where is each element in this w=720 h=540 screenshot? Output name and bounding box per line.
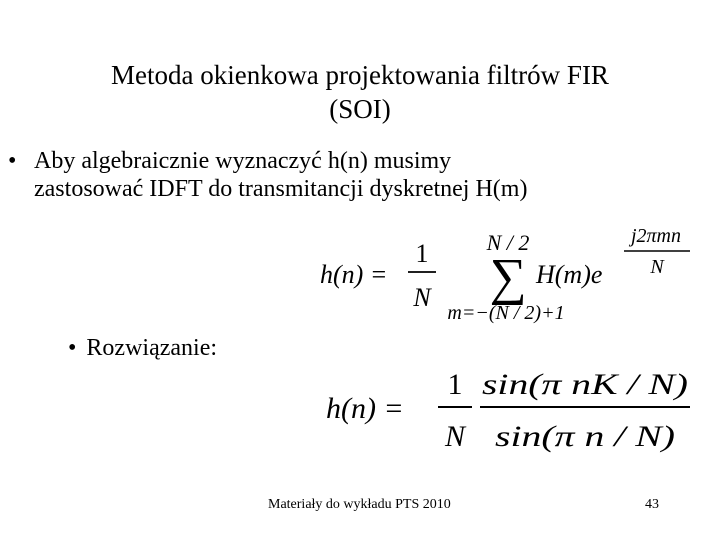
bullet-text-line-1: Aby algebraicznie wyznaczyć h(n) musimy xyxy=(34,148,452,174)
formula2-frac-numerator: sin(π nK / N) xyxy=(482,368,689,401)
formula2-denominator: N xyxy=(444,420,466,453)
formula1-body: H(m)e xyxy=(536,260,603,289)
title-line-1: Metoda okienkowa projektowania filtrów FIR xyxy=(111,60,609,90)
formula2-frac-denominator: sin(π n / N) xyxy=(495,420,675,453)
bullet-dot: • xyxy=(8,148,17,174)
formula1-numerator: 1 xyxy=(415,239,429,268)
bullet-text-line-2: zastosować IDFT do transmitancji dyskretnej H(m) xyxy=(34,176,528,202)
formula2-lhs: h(n) = xyxy=(326,392,404,425)
formula1-lhs: h(n) = xyxy=(320,260,388,289)
formula1-exp-numerator: j2πmn xyxy=(630,225,682,247)
title-line-2: (SOI) xyxy=(329,94,391,124)
formula1-denominator: N xyxy=(413,283,431,312)
formula1-sum-upper: N / 2 xyxy=(486,230,530,255)
footer-text: Materiały do wykładu PTS 2010 xyxy=(268,497,451,512)
sub-bullet-dot: • xyxy=(68,335,77,361)
formula1-sum-symbol: ∑ xyxy=(489,249,527,306)
formula1-sum-lower: m=−(N / 2)+1 xyxy=(447,302,565,324)
page-number: 43 xyxy=(645,497,659,512)
formula2-numerator: 1 xyxy=(447,368,463,401)
formula1-exp-denominator: N xyxy=(650,256,664,278)
sub-bullet-text: Rozwiązanie: xyxy=(86,335,218,361)
